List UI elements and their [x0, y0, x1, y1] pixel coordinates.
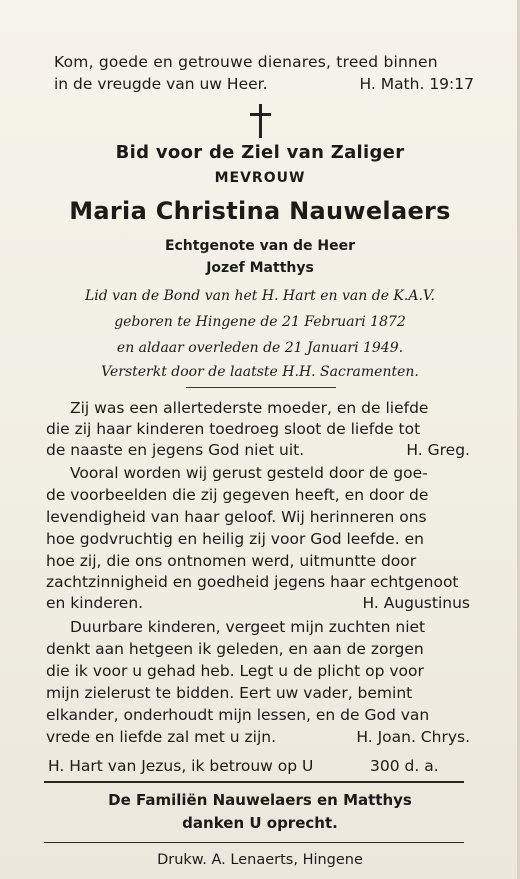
chrys-reference: H. Joan. Chrys. — [356, 728, 470, 746]
thanks-line-1: De Familiën Nauwelaers en Matthys — [108, 791, 412, 809]
aug-line-1: Vooral worden wij gerust gesteld door de goe- — [70, 464, 428, 482]
verse-line-2 — [54, 74, 474, 94]
detail-birth: geboren te Hingene de 21 Februari 1872 — [114, 314, 406, 330]
spouse-intro: Echtgenote van de Heer — [164, 238, 356, 254]
aug-line-2: de voorbeelden die zij gegeven heeft, en door de — [46, 486, 429, 504]
greg-line-2: die zij haar kinderen toedroeg sloot de liefde tot — [46, 420, 421, 438]
aug-reference: H. Augustinus — [362, 594, 470, 612]
chrys-line-6 — [46, 727, 470, 747]
deceased-name: Maria Christina Nauwelaers — [69, 197, 451, 225]
aug-line-4: hoe godvruchtig en heilig zij voor God leefde. en — [46, 530, 424, 548]
detail-membership: Lid van de Bond van het H. Hart en van de K.A.V. — [84, 288, 436, 304]
invocation: Bid voor de Ziel van Zaliger — [115, 142, 405, 163]
aug-line-3: levendigheid van haar geloof. Wij herinneren ons — [46, 508, 427, 526]
spouse-name: Jozef Matthys — [206, 260, 314, 276]
greg-line-1: Zij was een allertederste moeder, en de liefde — [70, 399, 429, 417]
thanks-line-2: danken U oprecht. — [182, 814, 338, 832]
short-divider — [186, 387, 336, 388]
printer: Drukw. A. Lenaerts, Hingene — [157, 852, 363, 868]
chrys-line-6-text: vrede en liefde zal met u zijn. — [46, 728, 276, 746]
detail-death: en aldaar overleden de 21 Januari 1949. — [116, 340, 404, 356]
divider-bottom — [44, 842, 464, 843]
aug-line-5: hoe zij, die ons ontnomen werd, uitmuntte door — [46, 552, 417, 570]
greg-line-3-text: de naaste en jegens God niet uit. — [46, 441, 305, 459]
divider-top — [44, 781, 464, 783]
aug-line-6: zachtzinnigheid en goedheid jegens haar echtgenoot — [46, 573, 459, 591]
cross-icon — [246, 104, 276, 138]
prayer-text: H. Hart van Jezus, ik betrouw op U — [48, 757, 314, 775]
prayer-row — [48, 756, 468, 776]
title-word: MEVROUW — [214, 170, 306, 186]
detail-sacraments: Versterkt door de laatste H.H. Sacramenten. — [101, 364, 419, 380]
chrys-line-2: denkt aan hetgeen ik geleden, en aan de zorgen — [46, 640, 424, 658]
chrys-line-3: die ik voor u gehad heb. Legt u de plicht op voor — [46, 662, 424, 680]
greg-line-3 — [46, 440, 470, 460]
chrys-line-5: elkander, onderhoudt mijn lessen, en de God van — [46, 706, 430, 724]
chrys-line-1: Duurbare kinderen, vergeet mijn zuchten niet — [70, 618, 426, 636]
verse-reference: H. Math. 19:17 — [359, 75, 474, 93]
aug-line-7-text: en kinderen. — [46, 594, 144, 612]
aug-line-7 — [46, 593, 470, 613]
indulgence: 300 d. a. — [370, 757, 439, 775]
verse-line-2-text: in de vreugde van uw Heer. — [54, 75, 268, 93]
chrys-line-4: mijn zielerust te bidden. Eert uw vader, bemint — [46, 684, 413, 702]
greg-reference: H. Greg. — [406, 441, 470, 459]
verse-line-1: Kom, goede en getrouwe dienares, treed binnen — [54, 53, 438, 71]
